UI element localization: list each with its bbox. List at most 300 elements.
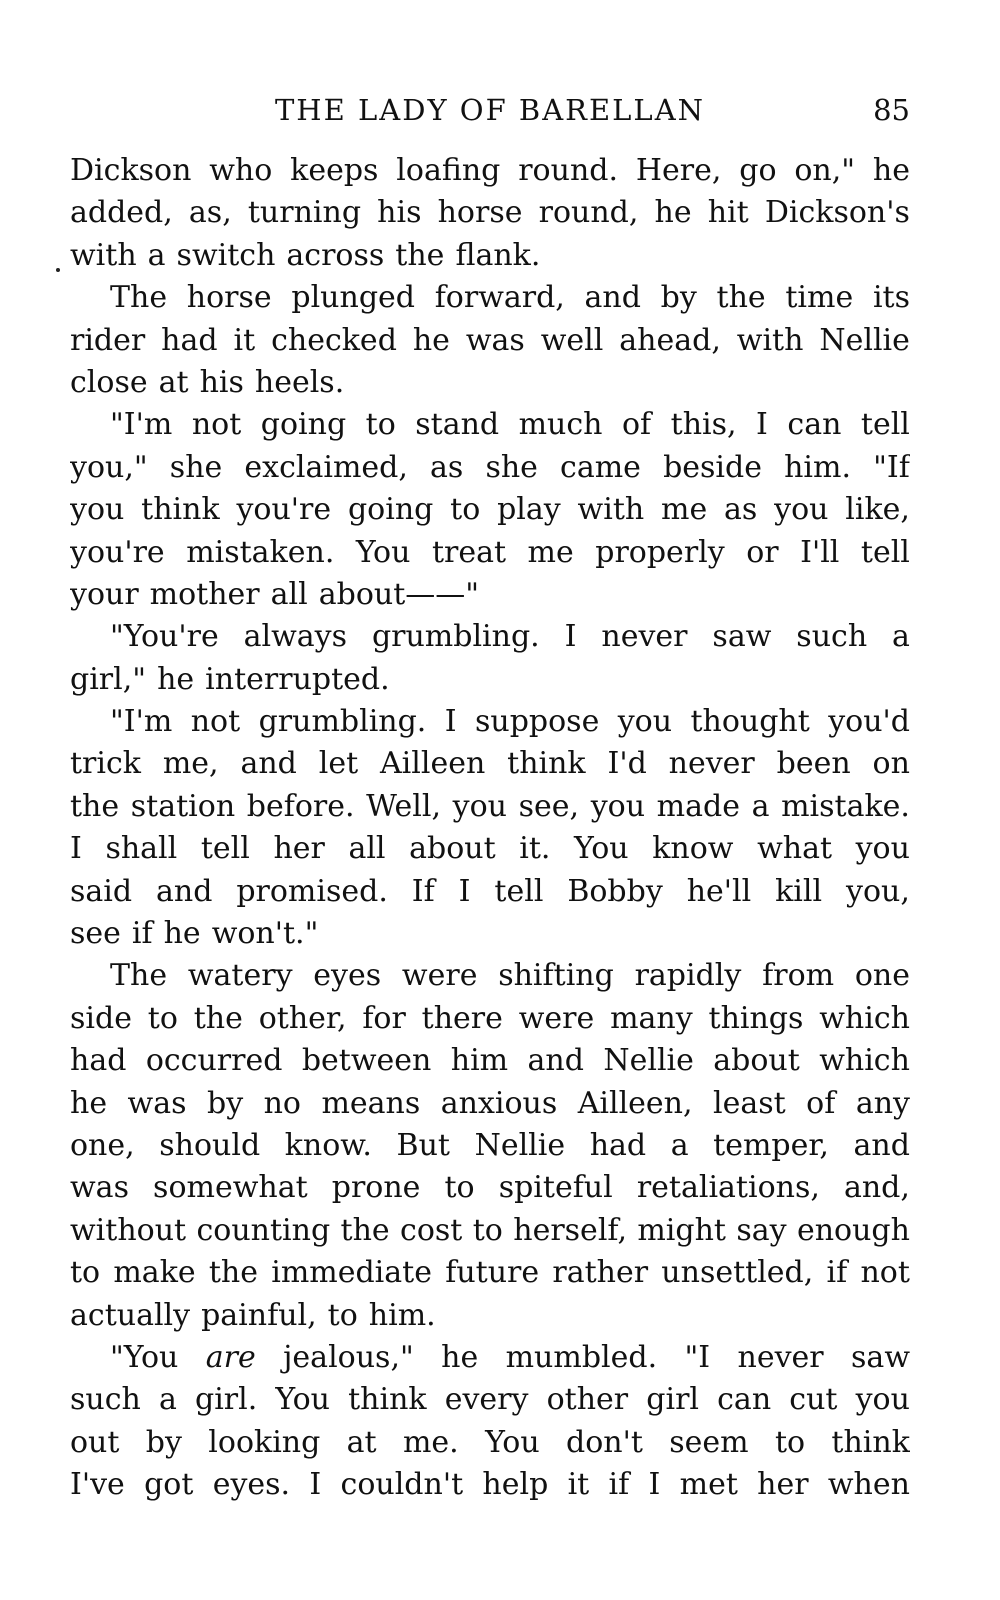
text-line (70, 192, 910, 234)
text-line (70, 489, 910, 531)
text-line (70, 532, 910, 574)
word: as (430, 449, 464, 485)
word: he (872, 153, 910, 188)
word: which (819, 1000, 910, 1036)
word: I (756, 407, 768, 443)
word: you (855, 1382, 910, 1418)
text-line (70, 998, 910, 1040)
word: you (590, 788, 646, 824)
word: beside (663, 449, 762, 485)
word: from (762, 958, 835, 994)
word: kill (775, 873, 823, 909)
page-number: 85 (873, 93, 910, 127)
word: to (147, 1000, 178, 1036)
word: not (190, 704, 241, 740)
word: mother (149, 576, 260, 612)
word: much (518, 407, 603, 443)
word: such (70, 1382, 141, 1418)
word: saw (851, 1339, 910, 1375)
word: treat (431, 534, 507, 570)
word: a (751, 788, 770, 824)
word: you (774, 492, 829, 528)
word: know (652, 831, 734, 867)
word: out (70, 1424, 120, 1460)
word: he (157, 661, 195, 697)
word: keeps (290, 153, 379, 188)
word: always (243, 619, 348, 655)
word: across (286, 237, 385, 273)
word: won't." (211, 916, 319, 952)
text-line (70, 574, 910, 616)
word: I (648, 1467, 661, 1503)
word: You (485, 1424, 540, 1460)
word: you," (70, 449, 148, 485)
word: station (130, 788, 236, 824)
word: future (445, 1255, 540, 1291)
word: heels. (254, 364, 345, 400)
word: loafing (396, 153, 501, 188)
word: to (450, 492, 481, 528)
word: "You're (110, 619, 219, 655)
word: a (892, 619, 910, 655)
word: Dickson (70, 153, 192, 188)
word: You (355, 534, 411, 570)
text-line (70, 235, 910, 277)
word: Nellie (819, 322, 910, 358)
word: you'd (828, 704, 910, 740)
word: looking (208, 1424, 321, 1460)
word: Bobby (567, 873, 663, 909)
word: if (608, 1467, 630, 1503)
word: its (872, 280, 910, 316)
word: and (584, 280, 641, 316)
text-line (70, 1422, 910, 1464)
word: The (110, 280, 168, 316)
word: don't (566, 1424, 643, 1460)
word: watery (187, 958, 293, 994)
word: "I (684, 1339, 711, 1375)
word: grumbling. (371, 619, 540, 655)
word: she (485, 449, 538, 485)
word: things (708, 1000, 804, 1036)
word: exclaimed, (244, 449, 408, 485)
word: the (340, 1212, 390, 1248)
word: girl (646, 1382, 699, 1418)
word: made (656, 788, 740, 824)
text-line (70, 404, 910, 446)
word: and (853, 1127, 910, 1163)
word: by (145, 1424, 182, 1460)
word: are (205, 1339, 256, 1375)
word: with (70, 237, 137, 273)
word: he (441, 1339, 479, 1375)
word: he (163, 916, 201, 952)
word: a (158, 1382, 177, 1418)
word: round, (538, 195, 639, 231)
word: of (806, 1085, 836, 1121)
word: actually (70, 1297, 191, 1333)
word: Nellie (474, 1127, 566, 1163)
word: jealous," (283, 1339, 414, 1375)
word: think (831, 1424, 910, 1460)
word: had (70, 1043, 127, 1079)
word: me. (402, 1424, 459, 1460)
word: not (191, 407, 242, 443)
text-line (70, 1337, 910, 1379)
word: help (482, 1467, 549, 1503)
word: and (156, 873, 213, 909)
text-line (70, 1295, 910, 1337)
word: somewhat (153, 1170, 308, 1206)
word: prone (331, 1170, 421, 1206)
word: were (401, 958, 478, 994)
word: it (567, 1467, 590, 1503)
word: close (70, 364, 148, 400)
word: rider (70, 322, 146, 358)
word: he (70, 1085, 108, 1121)
word: you (452, 788, 507, 824)
word: herself, (513, 1212, 627, 1248)
word: and (240, 746, 297, 782)
word: he (654, 195, 692, 231)
word: on (872, 746, 910, 782)
word: me, (162, 746, 219, 782)
word: stand (415, 407, 500, 443)
word: as, (188, 195, 232, 231)
text-line (70, 786, 910, 828)
word: think (141, 492, 220, 528)
word: plunged (291, 280, 415, 316)
word: horse (186, 280, 272, 316)
text-line (70, 320, 910, 362)
word: were (518, 1000, 595, 1036)
word: you (617, 704, 673, 740)
running-title: THE LADY OF BARELLAN (274, 93, 706, 127)
word: checked (271, 322, 397, 358)
text-line (70, 701, 910, 743)
word: met (679, 1467, 738, 1503)
word: occurred (145, 1043, 283, 1079)
word: was (70, 1170, 129, 1206)
word: you, (846, 873, 910, 909)
word: I (70, 831, 82, 867)
word: grumbling. (258, 704, 427, 740)
word: make (113, 1255, 196, 1291)
word: a (670, 1127, 689, 1163)
word: tell (860, 407, 910, 443)
word: many (610, 1000, 693, 1036)
word: if (131, 916, 153, 952)
word: think (507, 746, 586, 782)
word: was (127, 1085, 187, 1121)
word: forward, (434, 280, 565, 316)
margin-mark (56, 268, 60, 272)
word: side (70, 1000, 132, 1036)
word: Well, (366, 788, 442, 824)
word: immediate (271, 1255, 432, 1291)
word: trick (70, 746, 141, 782)
word: say (736, 1212, 787, 1248)
running-head (70, 90, 910, 130)
word: mistake. (781, 788, 910, 824)
word: rather (552, 1255, 649, 1291)
word: couldn't (340, 1467, 464, 1503)
text-line (70, 616, 910, 658)
word: tell (200, 831, 250, 867)
text-line (70, 150, 910, 192)
word: as (724, 492, 758, 528)
word: him. (368, 1297, 436, 1333)
word: shall (105, 831, 178, 867)
word: the (70, 788, 120, 824)
word: about (713, 1043, 800, 1079)
word: well (540, 322, 604, 358)
word: switch (176, 237, 276, 273)
word: You (275, 1382, 330, 1418)
word: the (716, 280, 766, 316)
word: by (206, 1085, 244, 1121)
word: about——" (318, 576, 480, 612)
word: think (348, 1382, 427, 1418)
word: Ailleen (380, 746, 486, 782)
word: all (270, 576, 308, 612)
word: on," (794, 153, 856, 188)
text-line (70, 659, 910, 701)
word: his (377, 195, 422, 231)
word: girl. (194, 1382, 258, 1418)
word: not (860, 1255, 910, 1291)
word: eyes (313, 958, 382, 994)
word: temper, (713, 1127, 829, 1163)
word: properly (595, 534, 725, 570)
text-line (70, 1379, 910, 1421)
word: interrupted. (205, 661, 390, 697)
word: mumbled. (505, 1339, 658, 1375)
word: it. (519, 831, 551, 867)
word: said (70, 873, 133, 909)
word: with (736, 322, 804, 358)
word: one, (70, 1127, 135, 1163)
word: your (70, 576, 139, 612)
text-line (70, 277, 910, 319)
word: to (70, 1255, 101, 1291)
word: you're (236, 492, 332, 528)
word: and (527, 1043, 584, 1079)
word: every (444, 1382, 529, 1418)
word: see (70, 916, 121, 952)
text-line (70, 743, 910, 785)
word: tell (860, 534, 910, 570)
word: go (739, 153, 777, 188)
word: I'd (607, 746, 647, 782)
word: what (757, 831, 833, 867)
word: such (796, 619, 868, 655)
word: let (318, 746, 359, 782)
word: with (577, 492, 645, 528)
word: had (161, 322, 218, 358)
word: he'll (686, 873, 752, 909)
word: him (450, 1043, 509, 1079)
word: she (169, 449, 223, 485)
word: cost (400, 1212, 463, 1248)
word: ahead, (619, 322, 721, 358)
text-line (70, 1210, 910, 1252)
word: seem (669, 1424, 749, 1460)
word: been (776, 746, 851, 782)
word: flank. (455, 237, 541, 273)
word: her (273, 831, 325, 867)
word: Here, (635, 153, 722, 188)
word: rapidly (634, 958, 742, 994)
word: I'll (800, 534, 840, 570)
word: like, (845, 492, 910, 528)
word: came (560, 449, 641, 485)
text-line (70, 1083, 910, 1125)
word: the (208, 1255, 258, 1291)
word: got (144, 1467, 194, 1503)
word: I (564, 619, 577, 655)
word: other, (258, 1000, 347, 1036)
word: any (855, 1085, 910, 1121)
word: one (854, 958, 910, 994)
word: without (70, 1212, 187, 1248)
word: him. (784, 449, 851, 485)
word: thought (690, 704, 810, 740)
word: all (348, 831, 386, 867)
word: play (497, 492, 561, 528)
word: to (444, 1170, 475, 1206)
word: enough (796, 1212, 910, 1248)
word: "You (110, 1339, 179, 1375)
word: But (396, 1127, 450, 1163)
word: "If (873, 449, 910, 485)
word: between (301, 1043, 432, 1079)
word: round. (518, 153, 619, 188)
text-line (70, 955, 910, 997)
text-line (70, 1040, 910, 1082)
word: counting (196, 1212, 331, 1248)
word: "I'm (110, 407, 173, 443)
text-line (70, 447, 910, 489)
word: should (159, 1127, 261, 1163)
word: Nellie (603, 1043, 694, 1079)
word: to (774, 1424, 806, 1460)
word: the (193, 1000, 243, 1036)
word: can (787, 407, 842, 443)
word: turning (247, 195, 362, 231)
body-text (70, 150, 910, 1507)
word: this, (670, 407, 737, 443)
word: girl," (70, 661, 147, 697)
word: cut (789, 1382, 838, 1418)
word: was (465, 322, 525, 358)
word: he (412, 322, 450, 358)
word: promised. (236, 873, 388, 909)
word: know. (284, 1127, 372, 1163)
word: when (827, 1467, 910, 1503)
word: you (70, 492, 125, 528)
word: painful, (201, 1297, 317, 1333)
word: me (527, 534, 574, 570)
word: spiteful (498, 1170, 613, 1206)
word: before. (246, 788, 355, 824)
word: You (574, 831, 629, 867)
word: unsettled, (661, 1255, 814, 1291)
word: me (661, 492, 708, 528)
word: anxious (440, 1085, 558, 1121)
text-line (70, 1252, 910, 1294)
word: never (668, 746, 755, 782)
text-line (70, 871, 910, 913)
word: "I'm (110, 704, 173, 740)
text-line (70, 1167, 910, 1209)
word: tell (494, 873, 544, 909)
word: least (713, 1085, 786, 1121)
text-line (70, 828, 910, 870)
word: by (660, 280, 697, 316)
word: If (411, 873, 435, 909)
word: her (757, 1467, 809, 1503)
word: there (421, 1000, 503, 1036)
text-line (70, 362, 910, 404)
word: the (395, 237, 445, 273)
word: shifting (498, 958, 614, 994)
word: to (472, 1212, 503, 1248)
word: horse (437, 195, 523, 231)
word: saw (712, 619, 772, 655)
word: I (458, 873, 471, 909)
word: no (263, 1085, 301, 1121)
word: to (327, 1297, 358, 1333)
word: never (601, 619, 688, 655)
word: going (260, 407, 347, 443)
word: The (110, 958, 168, 994)
word: I (444, 704, 457, 740)
word: time (785, 280, 854, 316)
word: added, (70, 195, 173, 231)
word: or (746, 534, 779, 570)
word: I've (70, 1467, 125, 1503)
word: can (717, 1382, 772, 1418)
text-line (70, 1464, 910, 1506)
word: you're (70, 534, 165, 570)
word: never (737, 1339, 824, 1375)
word: at (346, 1424, 377, 1460)
word: of (622, 407, 652, 443)
word: and, (843, 1170, 910, 1206)
word: retaliations, (636, 1170, 820, 1206)
word: to (365, 407, 396, 443)
word: Ailleen, (577, 1085, 693, 1121)
word: it (233, 322, 256, 358)
word: his (199, 364, 244, 400)
word: who (209, 153, 273, 188)
word: for (362, 1000, 406, 1036)
word: might (637, 1212, 726, 1248)
word: you (855, 831, 910, 867)
word: other (546, 1382, 629, 1418)
text-line (70, 913, 910, 955)
word: suppose (475, 704, 600, 740)
word: going (347, 492, 434, 528)
word: if (826, 1255, 848, 1291)
word: means (321, 1085, 421, 1121)
text-line (70, 1125, 910, 1167)
word: about (409, 831, 496, 867)
word: see, (518, 788, 580, 824)
word: a (147, 237, 166, 273)
word: had (589, 1127, 647, 1163)
